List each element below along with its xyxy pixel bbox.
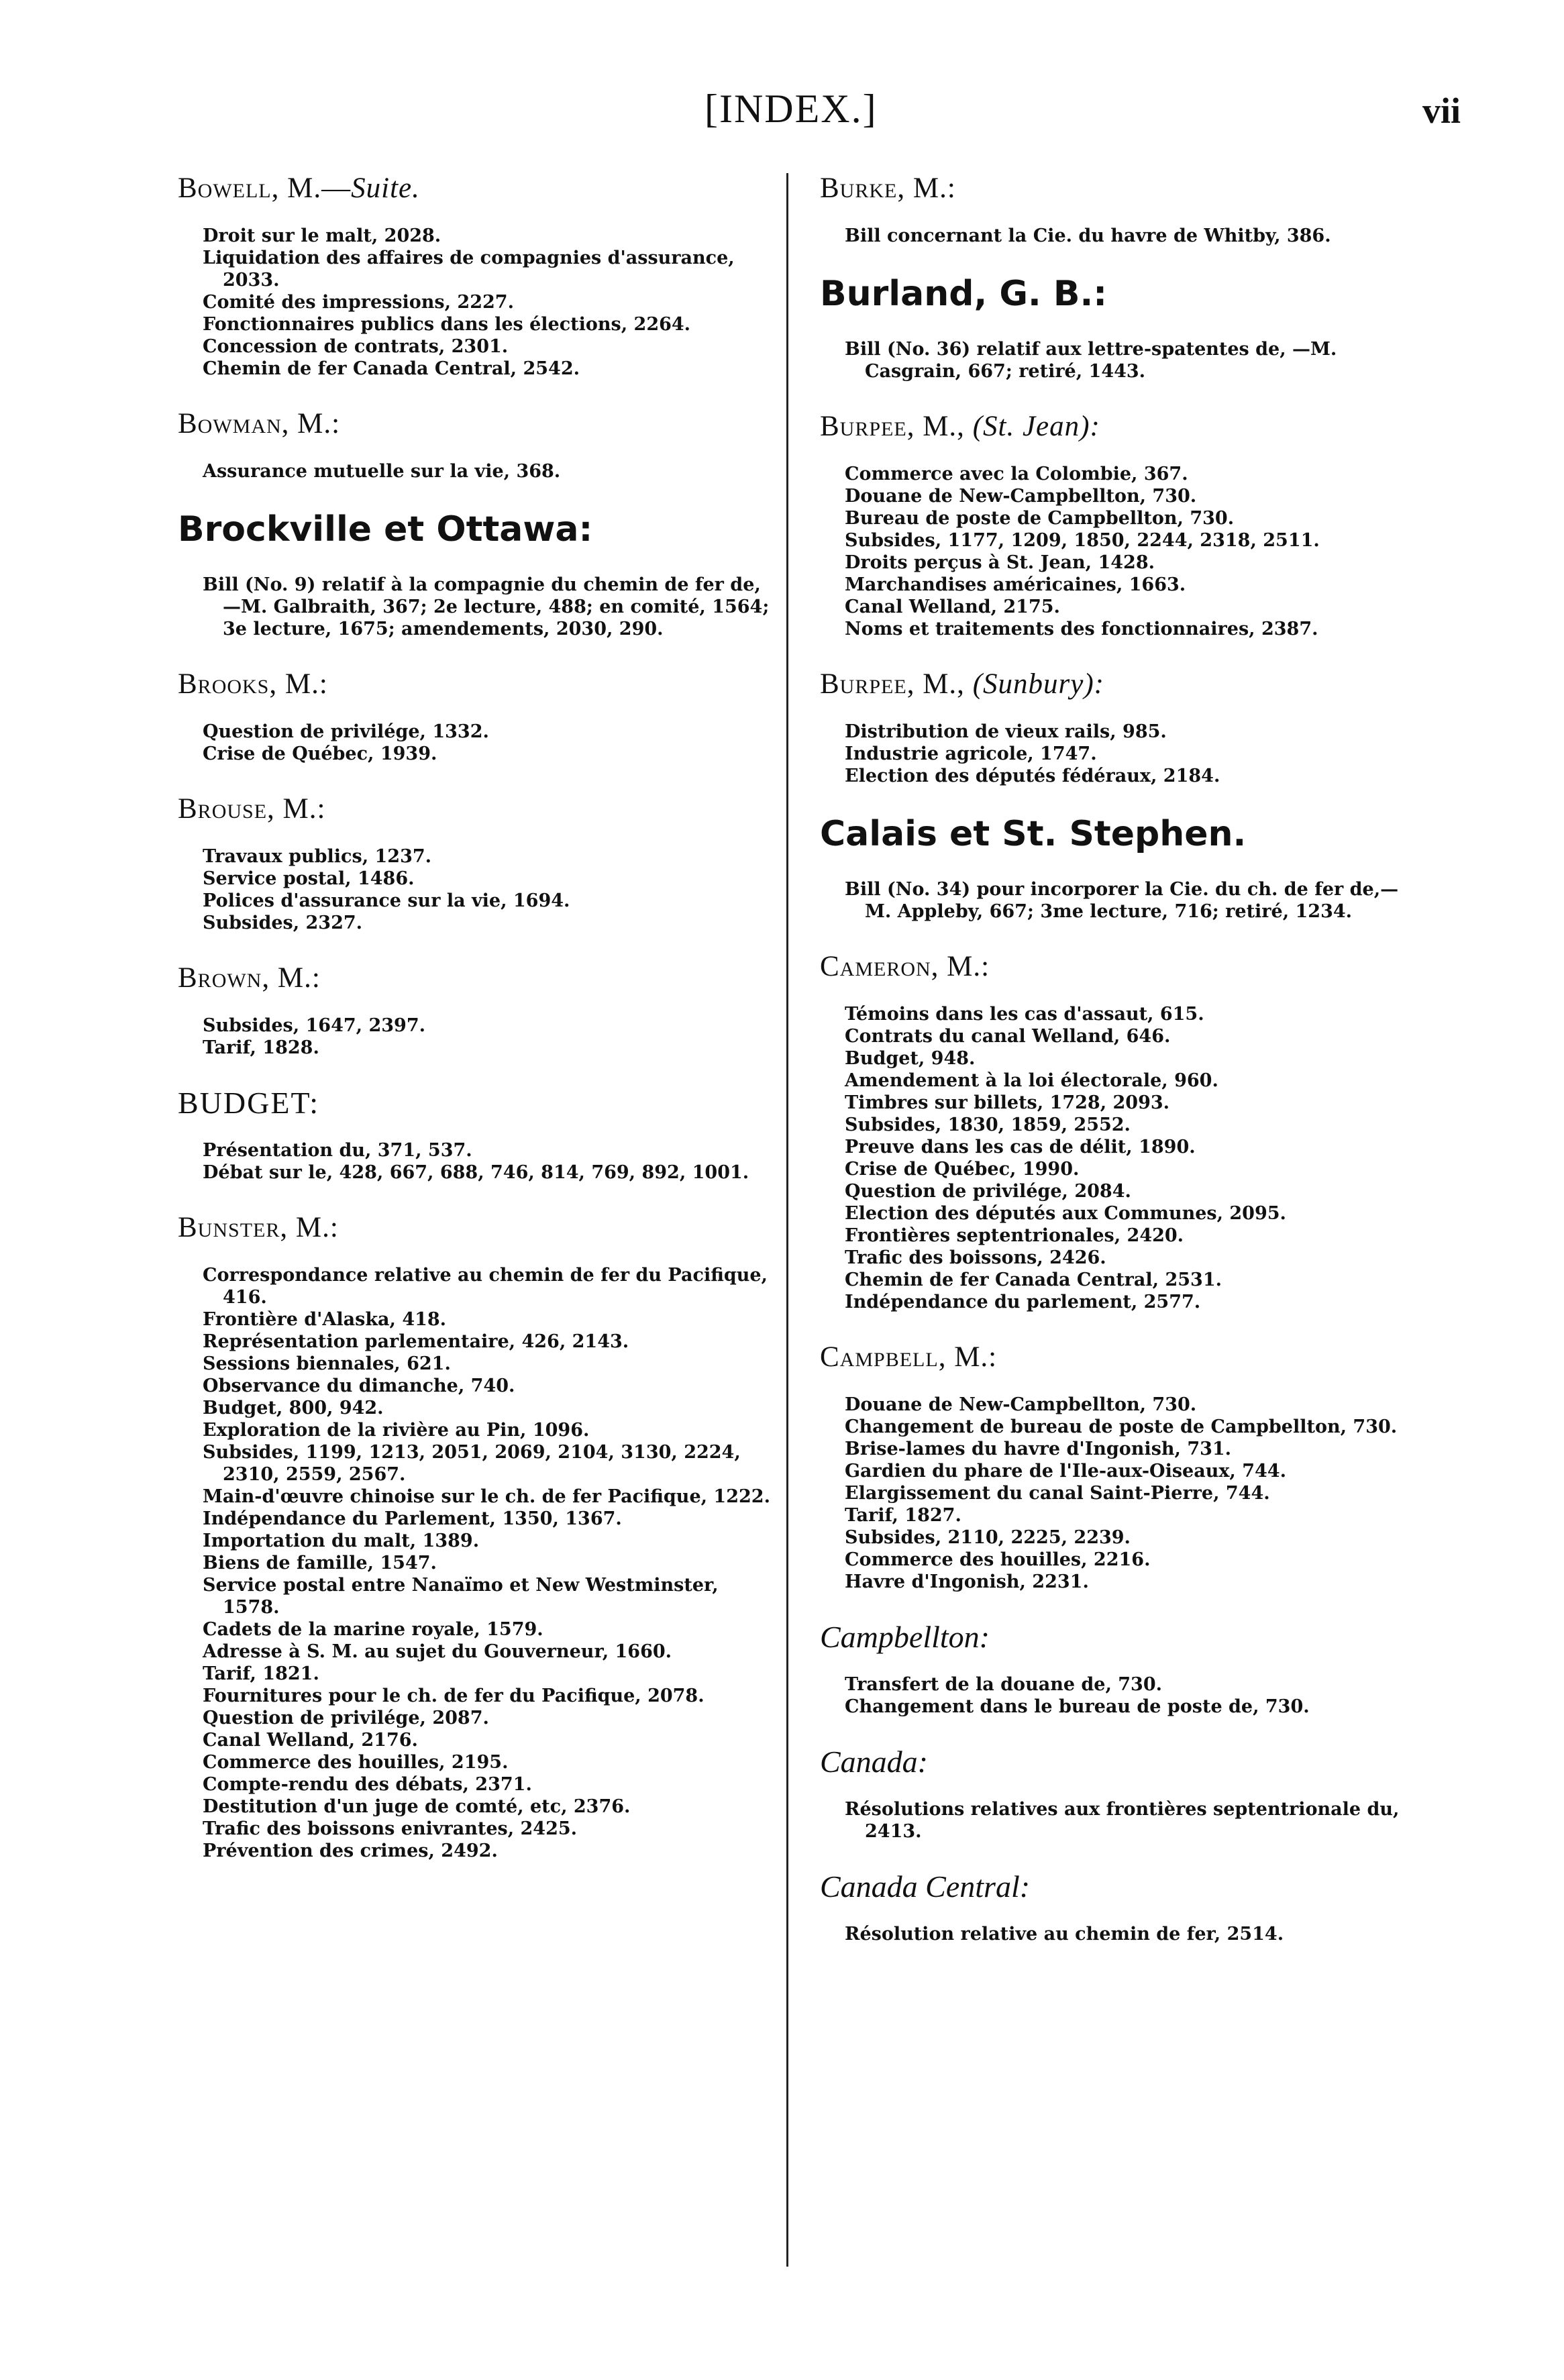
index-item: Bill (No. 34) pour incorporer la Cie. du ch. de fer de,—M. Appleby, 667; 3me lecture, 716; retiré, 1234. [845, 879, 1399, 922]
index-item: Bill concernant la Cie. du havre de Whitby, 386. [845, 225, 1331, 246]
index-entry [178, 961, 775, 1059]
index-item: Service postal entre Nanaïmo et New Westminster, 1578. [203, 1575, 719, 1618]
index-item: Election des députés aux Communes, 2095. [845, 1203, 1286, 1224]
index-item: Fournitures pour le ch. de fer du Pacifique, 2078. [203, 1686, 705, 1706]
entry-heading [820, 1869, 1420, 1904]
entry-heading-text: Brooks, M.: [178, 668, 328, 700]
index-item: Noms et traitements des fonctionnaires, 2387. [845, 619, 1318, 639]
entry-heading-text: Burpee, M., [820, 668, 973, 700]
page-header [0, 86, 1564, 140]
entry-items [845, 1798, 1420, 1843]
index-item: Tarif, 1821. [203, 1663, 319, 1684]
entry-heading-text: Burland, G. B.: [820, 274, 1108, 314]
entry-heading [820, 171, 1420, 206]
entry-items [203, 1139, 775, 1184]
entry-items [845, 1003, 1420, 1313]
index-item: Commerce avec la Colombie, 367. [845, 464, 1188, 484]
index-item: Droits perçus à St. Jean, 1428. [845, 552, 1155, 573]
index-item: Amendement à la loi électorale, 960. [845, 1070, 1218, 1091]
index-item: Canal Welland, 2176. [203, 1730, 418, 1751]
entry-heading-text: Canada: [820, 1745, 928, 1779]
index-item: Question de privilége, 1332. [203, 721, 489, 742]
index-item: Brise-lames du havre d'Ingonish, 731. [845, 1439, 1232, 1459]
index-item: Commerce des houilles, 2216. [845, 1549, 1151, 1570]
index-item: Indépendance du Parlement, 1350, 1367. [203, 1508, 622, 1529]
index-item: Frontières septentrionales, 2420. [845, 1225, 1184, 1246]
index-item: Budget, 948. [845, 1048, 976, 1069]
entry-items [203, 574, 775, 640]
index-item: Subsides, 1830, 1859, 2552. [845, 1115, 1131, 1135]
index-item: Chemin de fer Canada Central, 2531. [845, 1270, 1222, 1290]
entry-items [845, 1673, 1420, 1718]
entry-items [203, 225, 775, 380]
index-item: Canal Welland, 2175. [845, 597, 1060, 617]
index-item: Crise de Québec, 1990. [845, 1159, 1080, 1180]
index-item: Subsides, 2110, 2225, 2239. [845, 1527, 1131, 1548]
index-item: Changement dans le bureau de poste de, 730. [845, 1696, 1310, 1717]
entry-heading [178, 1086, 775, 1121]
index-entry [820, 1620, 1420, 1718]
index-item: Chemin de fer Canada Central, 2542. [203, 358, 580, 379]
index-item: Droit sur le malt, 2028. [203, 225, 441, 246]
entry-items [203, 1264, 775, 1862]
index-item: Preuve dans les cas de délit, 1890. [845, 1137, 1196, 1157]
index-item: Destitution d'un juge de comté, etc, 2376. [203, 1796, 631, 1817]
entry-items [845, 1394, 1420, 1593]
entry-items [845, 1923, 1420, 1945]
index-item: Concession de contrats, 2301. [203, 336, 509, 357]
right-column [820, 171, 1420, 1972]
entry-heading [820, 274, 1420, 314]
index-item: Frontière d'Alaska, 418. [203, 1309, 447, 1330]
entry-heading [820, 814, 1420, 854]
index-item: Sessions biennales, 621. [203, 1353, 451, 1374]
index-item: Transfert de la douane de, 730. [845, 1674, 1163, 1695]
index-entry [820, 667, 1420, 787]
index-item: Représentation parlementaire, 426, 2143. [203, 1331, 629, 1352]
index-item: Tarif, 1828. [203, 1037, 319, 1058]
index-item: Présentation du, 371, 537. [203, 1140, 472, 1161]
index-entry [820, 274, 1420, 382]
index-item: Gardien du phare de l'Ile-aux-Oiseaux, 744. [845, 1461, 1286, 1482]
index-item: Bureau de poste de Campbellton, 730. [845, 508, 1235, 529]
index-entry [178, 407, 775, 482]
entry-heading [820, 667, 1420, 702]
column-divider [786, 173, 788, 2267]
page-number: vii [1422, 91, 1461, 131]
left-column [178, 171, 775, 1889]
index-item: Polices d'assurance sur la vie, 1694. [203, 890, 570, 911]
entry-heading [820, 1620, 1420, 1655]
entry-heading [178, 667, 775, 702]
entry-heading-text: Canada Central: [820, 1869, 1031, 1904]
entry-heading [178, 792, 775, 827]
index-entry [178, 667, 775, 765]
index-item: Douane de New-Campbellton, 730. [845, 486, 1197, 507]
entry-heading [178, 1210, 775, 1245]
entry-heading-qualifier: (St. Jean): [972, 411, 1100, 442]
index-item: Elargissement du canal Saint-Pierre, 744. [845, 1483, 1270, 1504]
index-item: Marchandises américaines, 1663. [845, 574, 1186, 595]
entry-items [845, 463, 1420, 640]
page-title: [INDEX.] [705, 87, 878, 131]
entry-heading-text: Brouse, M.: [178, 793, 326, 825]
index-item: Débat sur le, 428, 667, 688, 746, 814, 769, 892, 1001. [203, 1162, 749, 1183]
entry-heading [178, 171, 775, 206]
index-item: Observance du dimanche, 740. [203, 1376, 515, 1396]
index-item: Election des députés fédéraux, 2184. [845, 766, 1220, 786]
index-item: Prévention des crimes, 2492. [203, 1841, 498, 1861]
index-entry [178, 509, 775, 640]
index-item: Timbres sur billets, 1728, 2093. [845, 1092, 1170, 1113]
entry-heading-text: Bowman, M.: [178, 408, 341, 439]
index-entry [178, 171, 775, 380]
entry-heading-text: Brockville et Ottawa: [178, 509, 593, 550]
entry-items [845, 338, 1420, 382]
entry-heading [178, 407, 775, 442]
index-item: Adresse à S. M. au sujet du Gouverneur, 1660. [203, 1641, 672, 1662]
index-entry [178, 1086, 775, 1184]
index-item: Commerce des houilles, 2195. [203, 1752, 509, 1773]
index-entry [178, 1210, 775, 1862]
entry-heading-text: Brown, M.: [178, 962, 321, 994]
entry-items [203, 460, 775, 482]
index-entry [178, 792, 775, 934]
index-item: Subsides, 1647, 2397. [203, 1015, 426, 1036]
index-item: Crise de Québec, 1939. [203, 743, 437, 764]
entry-items [845, 225, 1420, 247]
entry-heading-text: Bunster, M.: [178, 1212, 339, 1243]
index-item: Trafic des boissons enivrantes, 2425. [203, 1818, 578, 1839]
index-entry [820, 1340, 1420, 1593]
entry-heading [820, 1745, 1420, 1779]
entry-heading-text: Campbell, M.: [820, 1341, 998, 1373]
index-item: Assurance mutuelle sur la vie, 368. [203, 461, 561, 482]
entry-items [845, 878, 1420, 923]
index-item: Importation du malt, 1389. [203, 1531, 480, 1551]
index-item: Main-d'œuvre chinoise sur le ch. de fer Pacifique, 1222. [203, 1486, 770, 1507]
index-item: Indépendance du parlement, 2577. [845, 1292, 1201, 1312]
index-item: Fonctionnaires publics dans les élections, 2264. [203, 314, 691, 335]
index-item: Question de privilége, 2087. [203, 1708, 489, 1728]
index-item: Correspondance relative au chemin de fer du Pacifique, 416. [203, 1265, 768, 1308]
entry-heading-text: Cameron, M.: [820, 951, 990, 982]
index-item: Changement de bureau de poste de Campbellton, 730. [845, 1416, 1398, 1437]
entry-items [845, 721, 1420, 787]
index-item: Havre d'Ingonish, 2231. [845, 1571, 1089, 1592]
index-item: Comité des impressions, 2227. [203, 292, 514, 313]
entry-heading-text: Campbellton: [820, 1620, 990, 1654]
index-item: Biens de famille, 1547. [203, 1553, 437, 1573]
index-entry [820, 949, 1420, 1313]
index-item: Budget, 800, 942. [203, 1398, 384, 1418]
index-item: Résolutions relatives aux frontières septentrionale du, 2413. [845, 1799, 1400, 1842]
index-item: Cadets de la marine royale, 1579. [203, 1619, 543, 1640]
index-item: Douane de New-Campbellton, 730. [845, 1394, 1197, 1415]
entry-items [203, 721, 775, 765]
index-item: Subsides, 1199, 1213, 2051, 2069, 2104, 3130, 2224, 2310, 2559, 2567. [203, 1442, 741, 1485]
entry-heading-qualifier: (Sunbury): [972, 668, 1104, 700]
entry-items [203, 845, 775, 934]
index-item: Contrats du canal Welland, 646. [845, 1026, 1171, 1047]
index-item: Bill (No. 36) relatif aux lettre-spatentes de, —M. Casgrain, 667; retiré, 1443. [845, 339, 1337, 382]
index-entry [820, 814, 1420, 923]
index-item: Service postal, 1486. [203, 868, 415, 889]
entry-items [203, 1015, 775, 1059]
index-item: Subsides, 2327. [203, 913, 363, 933]
index-entry [820, 1745, 1420, 1843]
entry-heading [178, 961, 775, 996]
index-item: Résolution relative au chemin de fer, 2514. [845, 1924, 1284, 1945]
entry-heading [820, 1340, 1420, 1375]
entry-heading-text: Bowell, M.— [178, 172, 352, 204]
entry-heading-text: Burpee, M., [820, 411, 973, 442]
index-item: Distribution de vieux rails, 985. [845, 721, 1167, 742]
entry-heading-text: Calais et St. Stephen. [820, 814, 1247, 854]
index-entry [820, 1869, 1420, 1945]
index-item: Exploration de la rivière au Pin, 1096. [203, 1420, 590, 1441]
entry-heading [820, 949, 1420, 984]
index-entry [820, 171, 1420, 247]
index-item: Industrie agricole, 1747. [845, 743, 1097, 764]
entry-heading-text: BUDGET: [178, 1086, 320, 1120]
index-item: Témoins dans les cas d'assaut, 615. [845, 1004, 1204, 1025]
index-item: Question de privilége, 2084. [845, 1181, 1131, 1202]
entry-heading-text: Burke, M.: [820, 172, 956, 204]
index-item: Compte-rendu des débats, 2371. [203, 1774, 532, 1795]
index-item: Liquidation des affaires de compagnies d'assurance, 2033. [203, 248, 735, 291]
index-item: Travaux publics, 1237. [203, 846, 432, 867]
index-item: Trafic des boissons, 2426. [845, 1247, 1106, 1268]
index-item: Tarif, 1827. [845, 1505, 961, 1526]
entry-heading [178, 509, 775, 550]
entry-heading-qualifier: Suite. [351, 172, 420, 204]
entry-heading [820, 409, 1420, 444]
index-entry [820, 409, 1420, 640]
index-item: Bill (No. 9) relatif à la compagnie du chemin de fer de,—M. Galbraith, 367; 2e lecture, 488; en comité, 1564; 3e lecture, 1675; amendements, 2030, 290. [203, 574, 770, 639]
index-item: Subsides, 1177, 1209, 1850, 2244, 2318, 2511. [845, 530, 1320, 551]
